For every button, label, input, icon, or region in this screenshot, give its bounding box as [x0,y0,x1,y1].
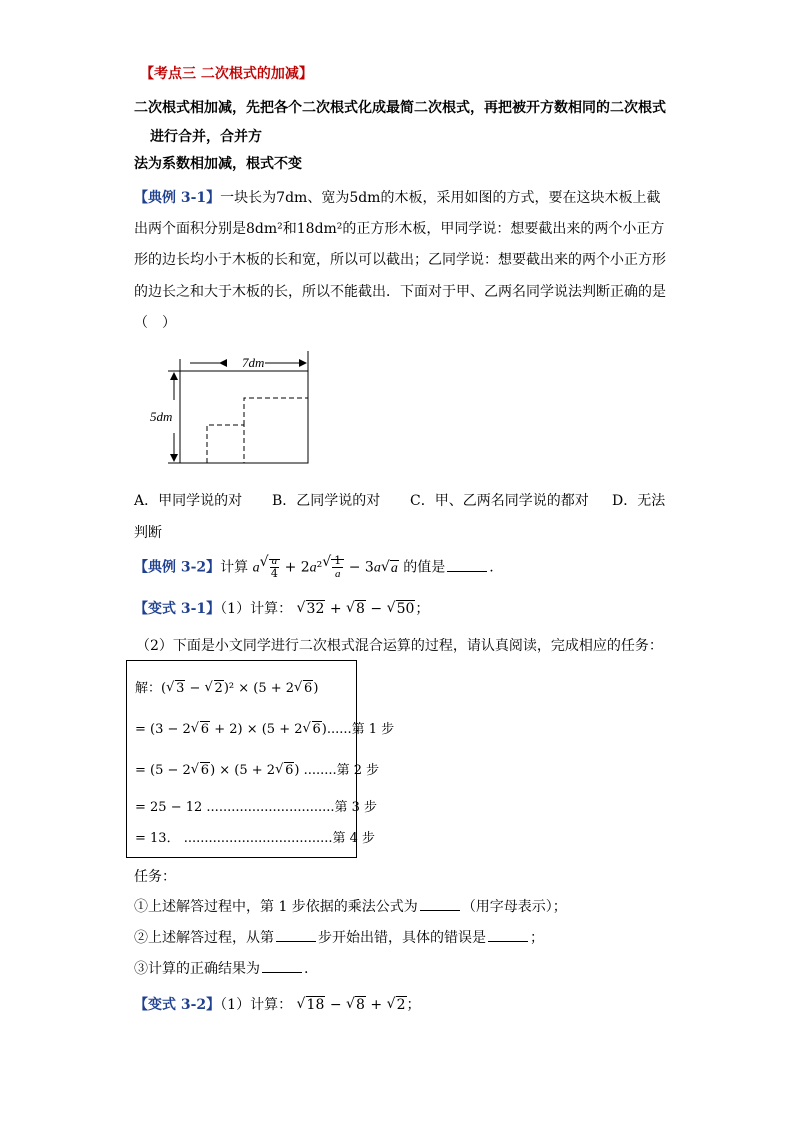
task-2-blank-a[interactable] [276,941,316,942]
task-1: ①上述解答过程中，第 1 步依据的乘法公式为 （用字母表示）； [134,899,567,915]
task-1-blank[interactable] [420,910,460,911]
solution-step-3: = 25 − 12 ...............................第 3 步 [135,800,378,815]
task-2-blank-b[interactable] [488,941,528,942]
option-d[interactable]: D．无法 [612,493,666,509]
length-label: 7dm [242,355,265,370]
section-title: 【考点三 二次根式的加减】 [140,66,313,82]
example-3-1-line-3: 形的边长均小于木板的长和宽，所以可以截出；乙同学说：想要截出来的两个小正方形 [134,252,666,268]
solution-step-4: = 13． ....................................第 4 步 [135,831,376,846]
example-3-2: 【典例 3-2】计算 a √ $\frac{a}{4}$ + 2a² √ $\frac{1}{a}$ − 3a√ a 的值是 . [134,555,494,580]
example-3-1-line-1: 【典例 3-1】一块长为7dm、宽为5dm的木板，采用如图的方式，要在这块木板上截 [134,190,661,206]
answer-blank[interactable] [447,571,487,572]
width-label: 5dm [150,409,173,424]
rule-line-3: 法为系数相加减，根式不变 [134,156,302,172]
variant-3-1-part-2: （2）下面是小文同学进行二次根式混合运算的过程，请认真阅读，完成相应的任务： [136,638,663,654]
variant-3-1-part-1: 【变式 3-1】（1）计算： √ 32 + √ 8 − √ 50； [134,598,429,618]
solution-step-2: = (5 − 2√ 6) × (5 + 2√ 6) ........第 2 步 [135,759,379,778]
rule-line-2: 进行合并，合并方 [150,129,262,145]
example-3-1-paren: （ ） [134,315,176,331]
option-c[interactable]: C．甲、乙两名同学说的都对 [410,493,589,509]
board-figure [150,345,350,470]
task-3: ③计算的正确结果为 . [134,961,309,977]
example-3-1-line-4: 的边长之和大于木板的长，所以不能截出．下面对于甲、乙两名同学说法判断正确的是 [134,284,666,300]
example-3-1-line-2: 出两个面积分别是8dm²和18dm²的正方形木板，甲同学说：想要截出来的两个小正方 [134,221,665,237]
tasks-title: 任务： [134,869,176,885]
solution-box [126,660,395,858]
solution-line-0: 解：(√ 3 − √ 2)² × (5 + 2√ 6) [135,677,318,696]
dashed-squares [207,398,308,463]
task-3-blank[interactable] [262,972,302,973]
variant-3-2-part-1: 【变式 3-2】（1）计算： √ 18 − √ 8 + √ 2； [134,994,421,1014]
task-2: ②上述解答过程，从第 步开始出错，具体的错误是 ； [134,930,544,946]
option-d-continued: 判断 [134,525,162,541]
solution-step-1: = (3 − 2√ 6 + 2) × (5 + 2√ 6)......第 1 步 [135,718,394,737]
rule-line-1: 二次根式相加减，先把各个二次根式化成最简二次根式，再把被开方数相同的二次根式 [134,100,666,116]
option-b[interactable]: B．乙同学说的对 [272,493,381,509]
option-a[interactable]: A．甲同学说的对 [134,493,243,509]
example-3-1-tag: 【典例 3-1】 [134,190,221,206]
